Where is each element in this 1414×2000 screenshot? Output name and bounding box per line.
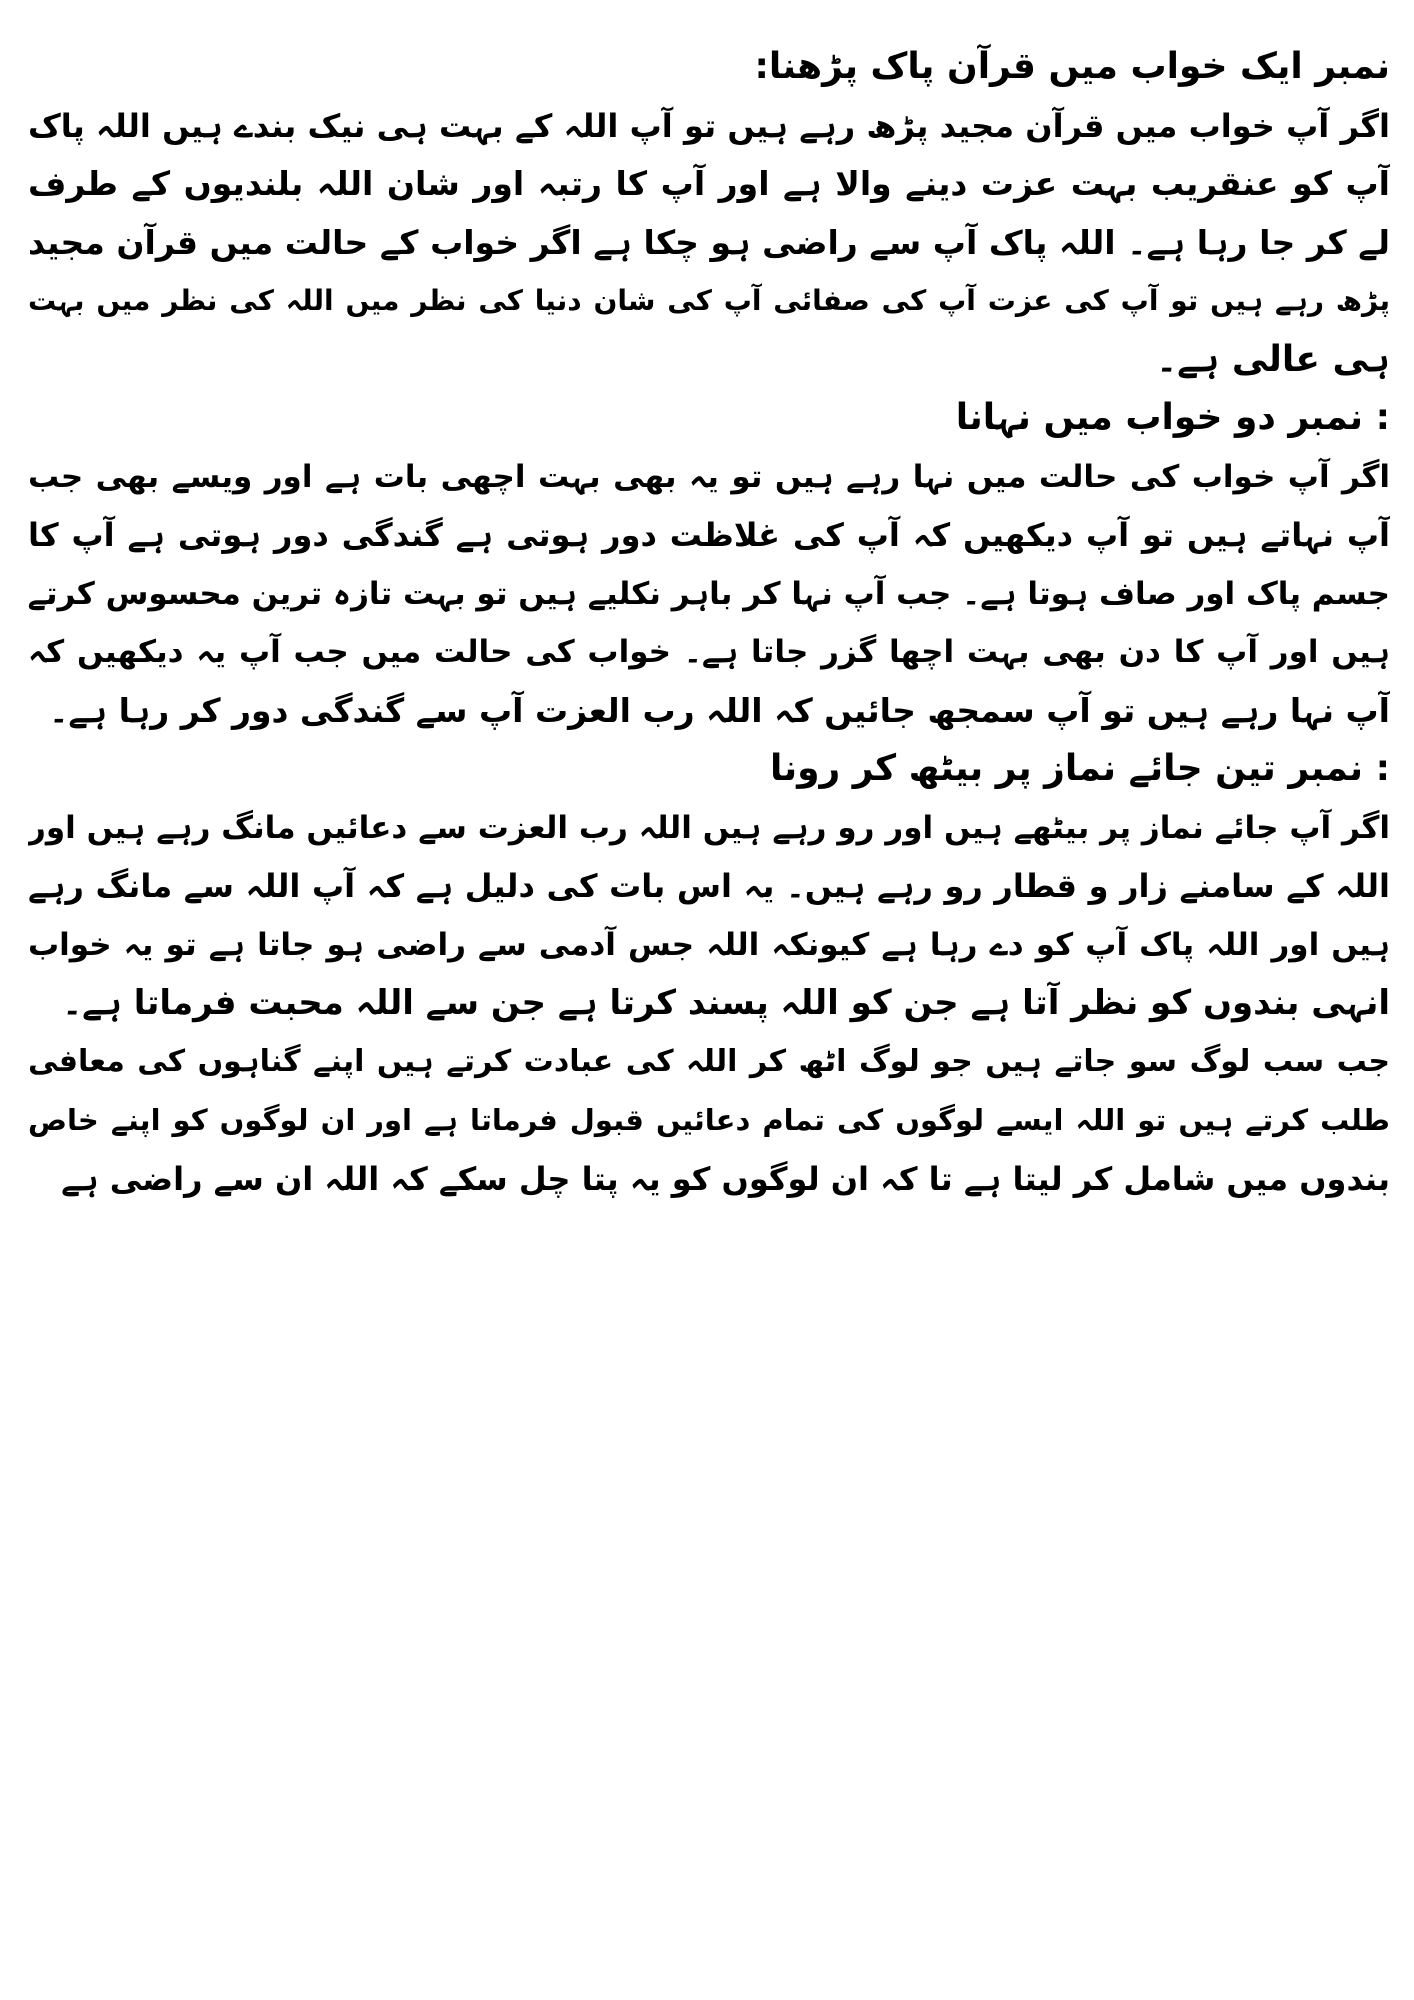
paragraph-line: لے کر جا رہا ہے۔ اللہ پاک آپ سے راضی ہو چکا ہے اگر خواب کے حالت میں قرآن مجید <box>28 222 1390 262</box>
paragraph-line: آپ نہاتے ہیں تو آپ دیکھیں کہ آپ کی غلاظت دور ہوتی ہے گندگی دور ہوتی ہے آپ کا <box>28 516 1390 554</box>
paragraph-line: ہی عالی ہے۔ <box>1156 338 1390 380</box>
paragraph-line: اگر آپ خواب کی حالت میں نہا رہے ہیں تو یہ بھی بہت اچھی بات ہے اور ویسے بھی جب <box>28 458 1390 495</box>
paragraph-line: آپ کو عنقریب بہت عزت دینے والا ہے اور آپ کا رتبہ اور شان اللہ بلندیوں کے طرف <box>28 164 1390 203</box>
paragraph-line: طلب کرتے ہیں تو اللہ ایسے لوگوں کی تمام دعائیں قبول فرماتا ہے اور ان لوگوں کو اپنے خاص <box>28 1103 1390 1137</box>
section-heading-prayer-mat: : نمبر تین جائے نماز پر بیٹھ کر رونا <box>770 748 1390 789</box>
paragraph-line: پڑھ رہے ہیں تو آپ کی عزت آپ کی صفائی آپ کی شان دنیا کی نظر میں اللہ کی نظر میں بہت <box>28 284 1390 317</box>
paragraph-line: جب سب لوگ سو جاتے ہیں جو لوگ اٹھ کر اللہ کی عبادت کرتے ہیں اپنے گناہوں کی معافی <box>28 1043 1390 1079</box>
paragraph-line: بندوں میں شامل کر لیتا ہے تا کہ ان لوگوں کو یہ پتا چل سکے کہ اللہ ان سے راضی ہے <box>61 1159 1390 1198</box>
paragraph-line: انہی بندوں کو نظر آتا ہے جن کو اللہ پسند کرتا ہے جن سے اللہ محبت فرماتا ہے۔ <box>62 983 1390 1023</box>
paragraph-line: اگر آپ جائے نماز پر بیٹھے ہیں اور رو رہے ہیں اللہ رب العزت سے دعائیں مانگ رہے ہیں اور <box>28 809 1390 846</box>
paragraph-line: جسم پاک اور صاف ہوتا ہے۔ جب آپ نہا کر باہر نکلیے ہیں تو بہت تازہ ترین محسوس کرتے <box>28 575 1390 612</box>
paragraph-line: اللہ کے سامنے زار و قطار رو رہے ہیں۔ یہ اس بات کی دلیل ہے کہ آپ اللہ سے مانگ رہے <box>28 867 1390 905</box>
paragraph-line: اگر آپ خواب میں قرآن مجید پڑھ رہے ہیں تو آپ اللہ کے بہت ہی نیک بندے ہیں اللہ پاک <box>28 106 1390 145</box>
paragraph-line: آپ نہا رہے ہیں تو آپ سمجھ جائیں کہ اللہ رب العزت آپ سے گندگی دور کر رہا ہے۔ <box>49 690 1390 730</box>
section-heading-quran: نمبر ایک خواب میں قرآن پاک پڑھنا: <box>754 46 1390 87</box>
section-heading-bathing: : نمبر دو خواب میں نہانا <box>955 397 1390 438</box>
paragraph-line: ہیں اور آپ کا دن بھی بہت اچھا گزر جاتا ہے۔ خواب کی حالت میں جب آپ یہ دیکھیں کہ <box>28 634 1390 670</box>
paragraph-line: ہیں اور اللہ پاک آپ کو دے رہا ہے کیونکہ اللہ جس آدمی سے راضی ہو جاتا ہے تو یہ خواب <box>28 926 1390 963</box>
